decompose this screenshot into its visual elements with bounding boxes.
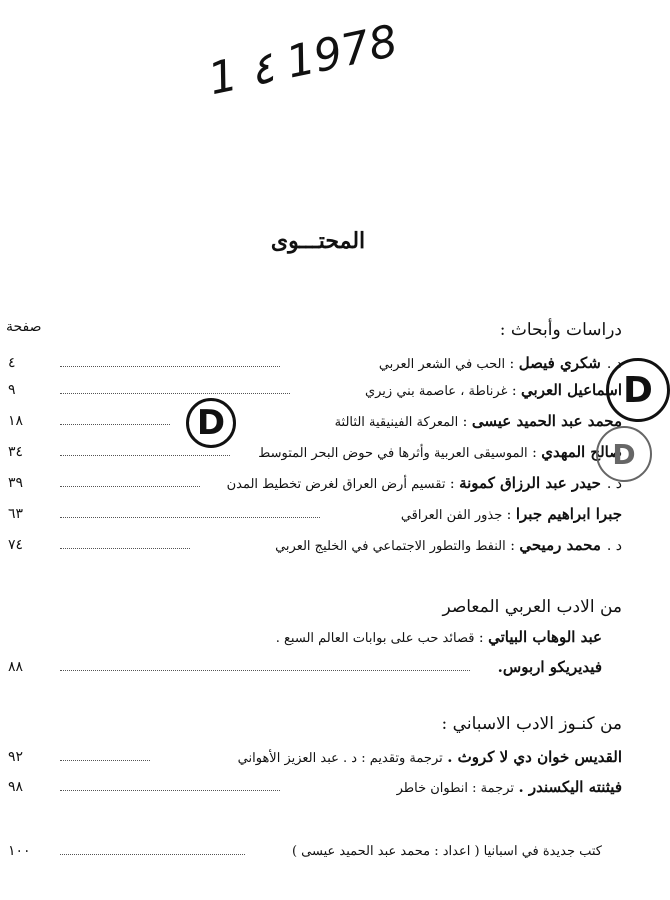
section-heading-studies: دراسات وأبحاث : [499,320,622,340]
entry-title: المعركة الفينيقية الثالثة [334,415,459,430]
handwritten-annotation [195,8,455,106]
entry-title: غرناطة ، عاصمة بني زيري [364,384,508,399]
entry-author: عبد الوهاب البياتي [488,628,602,646]
entry-author: القديس خوان دي لا كروث . [447,748,622,766]
page-number: ٤ [8,355,16,371]
toc-row: د .شكري فيصل : الحب في الشعر العربي ٤ [8,354,622,372]
toc-row: اسماعيل العربي : غرناطة ، عاصمة بني زيري ٩ [8,381,622,399]
entry-title: كتب جديدة في اسبانيا ( اعداد : محمد عبد الحميد عيسى ) [291,844,602,859]
page-number: ١٠٠ [8,843,31,859]
entry-prefix: د . [606,356,622,372]
entry-title: الموسيقى العربية وأثرها في حوض البحر المتوسط [258,446,528,461]
page-number: ٣٩ [8,475,24,491]
entry-title: النفط والتطور الاجتماعي في الخليج العربي [275,539,506,554]
svg-text:1 ٤ 1978: 1 ٤ 1978 [203,15,402,106]
entry-author: اسماعيل العربي [521,381,622,399]
toc-title: المحتـــوى [270,228,366,254]
entry-author: فيديريكو اربوس. [497,658,602,676]
page-number: ٨٨ [8,659,24,675]
toc-row [0,746,636,768]
library-stamp: D [606,358,670,422]
page-number: ٧٤ [8,537,24,553]
page-number: ٣٤ [8,444,24,460]
library-stamp: D [186,398,236,448]
entry-author: صالح المهدي [541,443,622,461]
page-number: ٩٨ [8,779,24,795]
page-number: ٩٢ [8,749,24,765]
library-stamp: D [596,426,652,482]
entry-author: شكري فيصل [518,354,601,372]
toc-row: صالح المهدي : الموسيقى العربية وأثرها في حوض البحر المتوسط ٣٤ [8,443,622,461]
toc-row: د .حيدر عبد الرزاق كمونة : تقسيم أرض العراق لغرض تخطيط المدن ٣٩ [8,474,622,492]
toc-row [0,840,636,862]
entry-prefix: د . [606,538,622,554]
entry-title: الحب في الشعر العربي [378,357,506,372]
entry-prefix: د . [606,476,622,492]
entry-title: تقسيم أرض العراق لغرض تخطيط المدن [226,477,446,492]
entry-author: محمد عبد الحميد عيسى [471,412,622,430]
toc-row: جبرا ابراهيم جبرا : جذور الفن العراقي ٦٣ [8,505,622,523]
page-number: ١٨ [8,413,24,429]
entry-author: حيدر عبد الرزاق كمونة [459,474,601,492]
page-number: ٩ [8,382,16,398]
entry-title: جذور الفن العراقي [400,508,503,523]
toc-row: عبد الوهاب البياتي : قصائد حب على بوابات العالم السبع . [275,628,602,646]
toc-row: د .محمد رميحي : النفط والتطور الاجتماعي في الخليج العربي ٧٤ [8,536,622,554]
toc-row [0,656,636,678]
entry-title: ترجمة وتقديم : د . عبد العزيز الأهواني [237,751,443,766]
entry-author: محمد رميحي [519,536,601,554]
entry-title: ترجمة : انطوان خاطر [396,781,514,796]
page-column-label: صفحة [6,319,42,335]
entry-author: جبرا ابراهيم جبرا [515,505,622,523]
entry-title: قصائد حب على بوابات العالم السبع . [275,631,475,646]
section-heading-spanish: من كنـوز الادب الاسباني : [441,714,622,734]
page-number: ٦٣ [8,506,24,522]
toc-row: محمد عبد الحميد عيسى : المعركة الفينيقية الثالثة ١٨ [8,412,622,430]
entry-author: فيثنته اليكسندر . [518,778,622,796]
section-heading-modern-arabic: من الادب العربي المعاصر [442,597,622,617]
toc-row [0,776,636,798]
